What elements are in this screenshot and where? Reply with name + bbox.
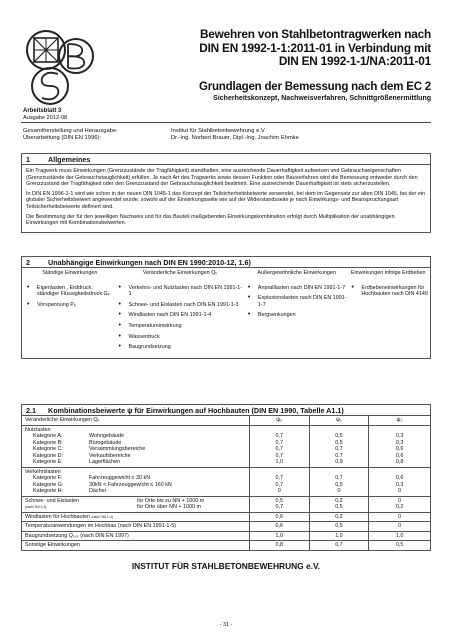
column-variable [116,270,245,355]
row-label: Windlasten für Hochbauten [25,513,91,520]
list-item: • Wasserdruck [116,334,245,341]
edition: Ausgabe 2012-08 [23,114,68,121]
title-line-2: DIN EN 1992-1-1:2011-01 in Verbindung mit [199,40,431,55]
column-list [348,285,428,298]
section-title: Unabhängige Einwirkungen nach DIN EN 1990:2010-12, 1.6) [48,258,251,267]
row-label: Sonstige Einwirkungen [22,541,250,550]
table-row [25,459,246,466]
description: Wohngebäude [89,433,124,439]
sheet-number: Arbeitsblatt 3 [23,108,62,114]
title-line-1: Bewehren von Stahlbetontragwerken nach [199,27,431,41]
column-header: Veränderliche Einwirkungen Qₖ [22,416,250,425]
psi1-values: 0,7 0,5 0 [310,468,370,496]
row-label-cell [22,497,250,512]
page-number: - 31 - [219,622,233,628]
column-header-psi1: ψ₁ [310,416,370,425]
column-list [24,285,116,309]
list-item: • Explosionslasten nach DIN EN 1991-1-7 [245,295,348,308]
column-list [116,285,245,351]
psi2-values: 0,3 0,3 0,6 0,6 0,8 [395,433,404,465]
column-heading: Einwirkungen infolge Erdbeben [350,270,426,276]
table-row [25,504,246,511]
psi1-value: 0,2 [310,513,370,522]
column-header-psi2: ψ₂ [396,417,403,423]
psi0-values: 0,5 0,7 [250,497,310,512]
psi1-value: 0,5 [310,522,370,531]
description: Lagerflächen [89,459,121,465]
psi2-values: 0,6 0,3 0 [395,475,404,494]
psi2-value: 1,0 [395,532,404,539]
description: Dächer [89,488,107,494]
category: Kategorie G: [33,481,64,488]
row-label-cell [22,468,250,496]
column-list [245,285,348,319]
note: (nach Teil 1-4) [91,514,113,519]
meta-value: Dr.-Ing. Norbert Brauer, Dipl.-Ing. Joachim Ehmke [171,135,299,142]
table-row-wind [22,513,430,523]
psi0-value: 0,6 [250,513,310,522]
footer-institute: INSTITUT FÜR STAHLBETONBEWEHRUNG e.V. [131,561,321,571]
meta-key: Überarbeitung (DIN EN 1996): [23,135,101,142]
category: Kategorie F: [33,475,63,481]
category: Kategorie B: [33,439,63,446]
combination-factors-table [21,404,431,551]
psi1-values: 0,5 0,5 0,7 0,7 0,9 [310,426,370,467]
meta-value: Institut für Stahlbetonbewehrung e.V [171,128,265,134]
category: Kategorie A: [33,433,63,439]
section-number: 2 [26,258,30,267]
description: Fahrzeuggewicht ≤ 30 kN [89,475,151,481]
psi1-values: 0,2 0,5 [310,497,370,512]
psi0-values: 0,7 0,7 0,7 0,7 1,0 [250,426,310,467]
list-item: • Erdbebeneinwirkungen für Hochbauten nach DIN 4149 [348,285,428,298]
psi0-value: 0,8 [250,541,310,550]
section-title: Allgemeines [48,155,91,164]
table-header-row [22,416,430,426]
group-label: Schnee- und Eislasten [25,497,79,504]
list-item: • Anpralllasten nach DIN EN 1991-1-7 [245,285,348,292]
column-accidental [245,270,348,355]
paragraph: In DIN EN 1996-1-1 wird wie schon in der neuen DIN 1045-1 das Konzept der Teilsicherheitsbeiwerte verwendet, bei dem im Gegensatz zur alten DIN 1045, bei der ein globaler Sicherheitsbeiwert angewendet wurde, sowohl auf der Einwirkungsseite wie auf der Widerstandsseite je nach Einwirkungs- und Beanspruchungsart Teilsicherheitsbeiwerte definiert sind. [26,190,426,210]
group-label: Verkehrslasten [25,468,61,475]
psi1-value: 0,7 [310,541,370,550]
section-heading [22,257,430,268]
list-item: • Bergsenkungen [245,312,348,319]
list-item: • Eigenlasten , Erddruck, ständiger Flüssigkeitsdruck Gₖ [24,285,116,298]
subtitle-small: Sicherheitskonzept, Nachweisverfahren, Schnittgrößenermittlung [213,95,431,103]
column-seismic [348,270,428,355]
subtitle: Grundlagen der Bemessung nach dem EC 2 [198,80,431,93]
category: Kategorie C: [33,446,63,452]
description: für Orte über NN + 1000 m [137,504,201,510]
table-row-group-nutzlasten [22,426,430,468]
list-item: • Temperatureinwirkung [116,323,245,330]
title-line-3: DIN EN 1992-1-1/NA:2011-01 [278,54,431,69]
section-body [22,165,430,232]
table-row [25,488,246,495]
psi0-value: 0,6 [250,522,310,531]
psi2-value: 0 [398,513,402,520]
row-label-cell [22,426,250,467]
section-heading [22,154,430,165]
table-row-settlement [22,532,430,542]
psi0-value: 1,0 [250,532,310,541]
meta-key: Gesamtherstellung und Herausgabe: [23,128,118,134]
description: 30kN < Fahrzeuggewicht ≤ 160 kN [89,481,172,488]
title-block [121,28,431,103]
publisher-info [23,128,433,143]
psi1-value: 1,0 [310,532,370,541]
list-item: • Windlasten nach DIN EN 1991-1-4 [116,312,245,319]
description: Versammlungsbereiche [89,446,146,452]
row-label-cell [22,513,250,522]
sheet-label [23,108,67,121]
paragraph: Die Bestimmung der für den jeweiligen Nachweis und für das Bauteil maßgebenden Einwirkungskombination erfolgt durch Multiplikation der unabhängigen Einwirkungen mit Kombinationsbeiwerten. [26,213,395,227]
table-row-temperature [22,522,430,532]
section-title: Kombinationsbeiwerte ψ für Einwirkungen auf Hochbauten (DIN EN 1990, Tabelle A1.1) [48,406,344,415]
table-row-group-schnee [22,497,430,513]
table-row-other [22,541,430,550]
list-item: • Baugrundsetzung [116,344,245,351]
column-heading: Veränderliche Einwirkungen Qₖ [142,270,218,276]
psi2-values: 0 0,2 [395,497,404,510]
psi2-value: 0 [398,523,402,529]
column-permanent [24,270,116,355]
list-item: • Verkehrs- und Nutzlasten nach DIN EN 1991-1-1 [116,285,245,298]
group-label: Nutzlasten [25,426,51,433]
psi0-values: 0,7 0,7 0 [250,468,310,496]
description: Bürogebäude [89,439,122,446]
row-label: Temperaturanwendungen im Hochbau (nach DIN EN 1991-1-5) [22,522,250,531]
description: Verkaufsbereiche [89,452,131,459]
divider [21,122,431,123]
description: für Orte bis zu NN + 1000 m [137,497,205,504]
column-header-psi0: ψ₀ [250,416,310,425]
section-number: 2.1 [26,406,36,415]
meta-row [23,135,433,142]
section-general [21,153,431,233]
category: Kategorie D: [33,452,63,459]
category: Kategorie H: [33,488,63,494]
paragraph: Ein Tragwerk muss Einwirkungen (Grenzzustände der Tragfähigkeit) standhalten, eine ausreichende Dauerhaftigkeit aufweisen und Gebrauchseigenschaften (Grenzzustände der Gebrauchstauglichkeit) erfüllen. Je nach Art des Tragwerks sowie dessen Funktion oder Bauverfahren wird die Bemessung entweder durch den Grenzzustand der Tragfähigkeit oder den Grenzzustand der Gebrauchstauglichkeit bestimmt. Eine ausreichende Dauerhaftigkeit ist stets sicherzustellen. [26,168,418,188]
list-item: • Vorspannung Pₖ [24,302,116,309]
action-columns [22,268,430,358]
section-heading [22,405,430,416]
section-actions [21,256,431,359]
category: Kategorie E: [33,459,63,465]
row-label: Baugrundsetzung Qₛ,ₖ (nach DIN EN 1997) [22,532,250,541]
page-header [21,16,431,121]
psi2-value: 0,5 [395,542,404,548]
list-item: • Schnee- und Eislasten nach DIN EN 1991-1-3 [116,302,245,309]
table-row-group-verkehrslasten [22,468,430,497]
column-heading: Außergewöhnliche Einwirkungen [257,270,336,276]
institute-logo-icon [24,28,100,108]
column-heading: Ständige Einwirkungen [42,270,98,276]
section-number: 1 [26,155,30,164]
note: (nach Teil 1-3) [25,505,47,509]
